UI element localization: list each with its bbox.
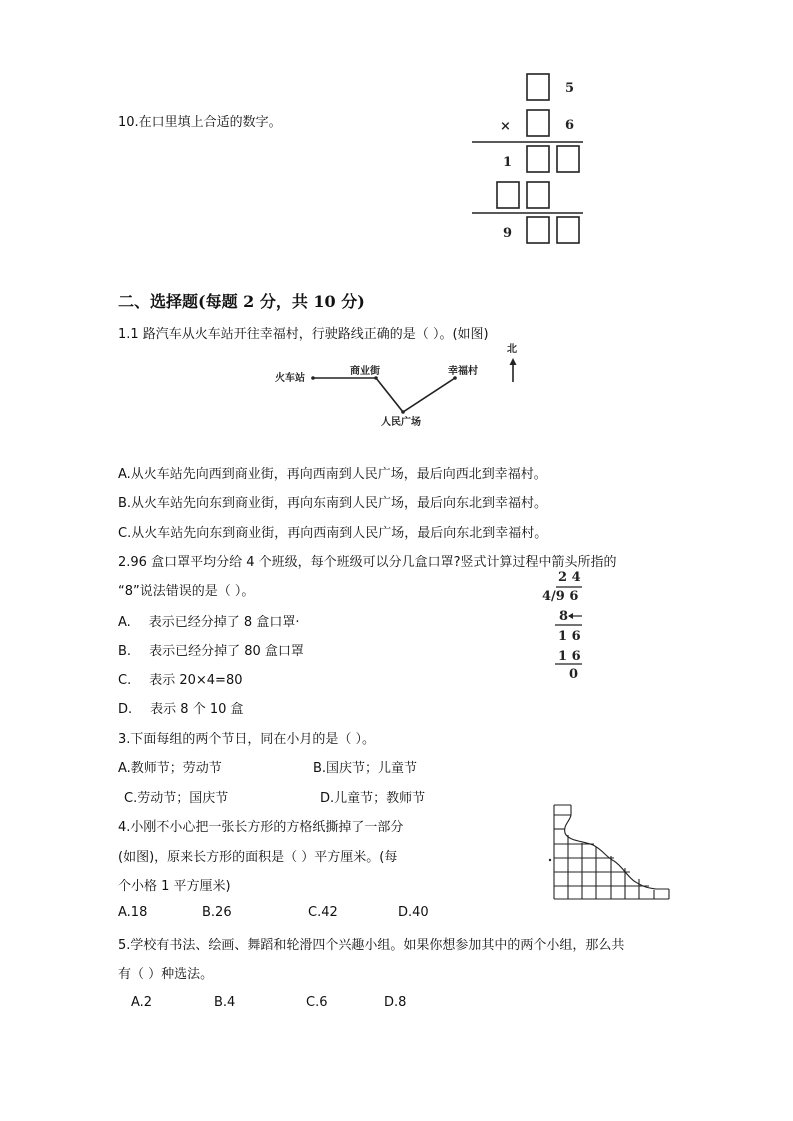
answer-box[interactable] [527,146,549,172]
q2-option-d[interactable] [118,698,244,717]
q1-option-c[interactable]: C.从火车站先向东到商业街，再向西南到人民广场，最后向东北到幸福村。 [118,526,548,541]
q2-option-a[interactable] [118,611,299,630]
label-station: 火车站 [275,373,305,384]
square-dot [401,410,405,414]
q5-option-d[interactable]: D.8 [384,995,407,1010]
answer-box[interactable] [527,217,549,243]
q5-stem-line1: 5.学校有书法、绘画、舞蹈和轮滑四个兴趣小组。如果你想参加其中的两个小组，那么共 [118,938,625,953]
label-square: 人民广场 [381,417,421,428]
q5-stem-line2: 有（ ）种选法。 [118,967,214,982]
multiplication-puzzle [470,70,590,250]
long-division [538,565,598,685]
section-title: 二、选择题(每题 2 分，共 10 分) [118,292,365,311]
torn-edge [565,815,669,889]
q2-stem-line2: “8”说法错误的是（ ）。 [118,584,255,599]
q3-option-b[interactable]: B.国庆节；儿童节 [313,761,418,776]
q4-option-d[interactable]: D.40 [398,905,429,920]
q4-stem-line2: (如图)，原来长方形的面积是（ ）平方厘米。(每 [118,850,398,865]
q5-option-c[interactable]: C.6 [306,995,328,1010]
option-text: 表示已经分掉了 80 盒口罩 [149,644,304,659]
station-dot [311,376,315,380]
q3-option-a[interactable]: A.教师节；劳动节 [118,761,222,776]
q10-text: 10.在口里填上合适的数字。 [118,115,282,130]
remainder: 0 [569,667,579,682]
q2-option-b[interactable] [118,640,304,659]
puzzle-row1-digit: 1 [503,155,513,170]
answer-box[interactable] [527,74,549,100]
option-text: 表示已经分掉了 8 盒口罩· [148,615,300,630]
q2-option-c[interactable] [118,669,243,688]
q1-option-a[interactable]: A.从火车站先向西到商业街，再向西南到人民广场，最后向西北到幸福村。 [118,467,547,482]
north-arrowhead-icon [510,358,517,365]
option-letter: A. [118,615,131,630]
q4-option-c[interactable]: C.42 [308,905,338,920]
step-16b: 1 6 [558,649,581,664]
route-map [270,340,530,435]
option-letter: D. [118,702,133,717]
step-16a: 1 6 [558,629,581,644]
answer-box[interactable] [557,217,579,243]
q4-stem-line1: 4.小刚不小心把一张长方形的方格纸撕掉了一部分 [118,820,404,835]
q4-option-a[interactable]: A.18 [118,905,148,920]
option-text: 表示 20×4=80 [149,673,243,688]
q1-stem: 1.1 路汽车从火车站开往幸福村，行驶路线正确的是（ ）。(如图) [118,327,489,342]
option-text: 表示 8 个 10 盒 [150,702,244,717]
label-north: 北 [507,344,517,355]
q5-option-a[interactable]: A.2 [131,995,153,1010]
answer-box[interactable] [527,110,549,136]
puzzle-result-digit: 9 [503,226,513,241]
q5-option-b[interactable]: B.4 [214,995,236,1010]
option-letter: C. [118,673,132,688]
q3-stem: 3.下面每组的两个节日，同在小月的是（ ）。 [118,732,376,747]
stray-dot [549,859,551,861]
option-letter: B. [118,644,132,659]
q1-option-b[interactable]: B.从火车站先向东到商业街，再向东南到人民广场，最后向东北到幸福村。 [118,496,548,511]
label-street: 商业街 [350,366,380,377]
times-sign: × [500,119,511,134]
label-village: 幸福村 [448,366,478,377]
quotient: 2 4 [558,570,581,585]
step-8: 8 [559,609,569,624]
q3-option-c[interactable]: C.劳动节；国庆节 [124,791,229,806]
puzzle-mult-digit: 6 [565,118,575,133]
pointer-arrowhead-icon [568,613,573,619]
q3-option-d[interactable]: D.儿童节；教师节 [320,791,426,806]
torn-grid-figure [548,803,672,903]
answer-box[interactable] [497,182,519,208]
q2-stem-line1: 2.96 盒口罩平均分给 4 个班级，每个班级可以分几盒口罩?竖式计算过程中箭头所指的 [118,555,617,570]
q4-option-b[interactable]: B.26 [202,905,232,920]
divisor-dividend: 4/9 6 [542,589,579,604]
puzzle-top-digit: 5 [565,81,575,96]
answer-box[interactable] [527,182,549,208]
q4-stem-line3: 个小格 1 平方厘米) [118,879,231,894]
answer-box[interactable] [557,146,579,172]
route-line [313,378,455,412]
